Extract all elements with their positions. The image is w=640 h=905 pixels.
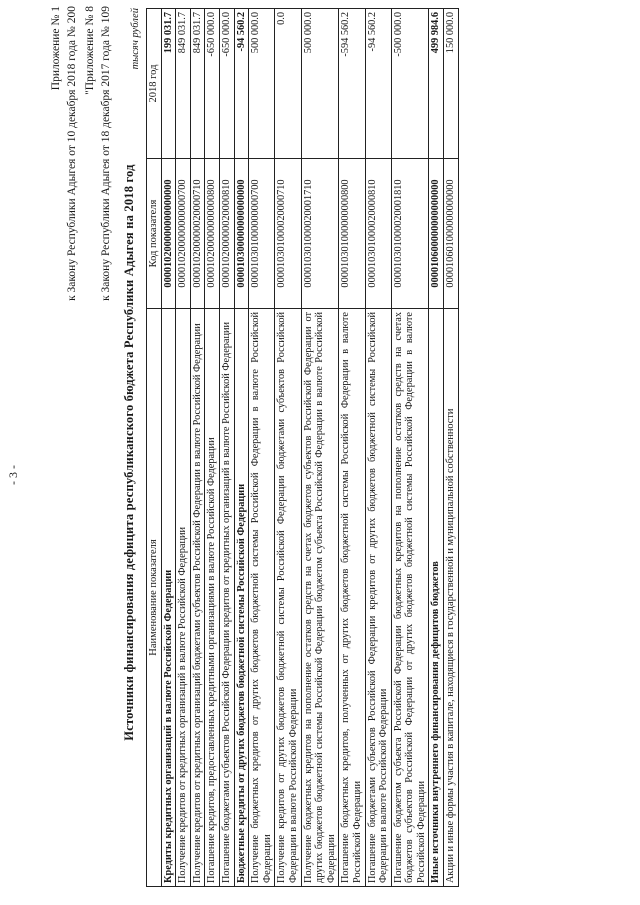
header-code: Код показателя (147, 159, 162, 309)
row-value: 199 031.7 (161, 9, 176, 159)
row-name: Погашение бюджетных кредитов, полученных от других бюджетов бюджетной системы Российской Федерации в валюте Российской Федерации (339, 309, 365, 887)
table-row (176, 9, 191, 887)
table-row (161, 9, 176, 887)
row-value: -500 000.0 (391, 9, 429, 159)
header-name: Наименование показателя (147, 309, 162, 887)
row-name: Погашение бюджетом субъекта Российской Федерации бюджетных кредитов на пополнение остатков средств на счетах бюджетов субъектов Российской Федерации от других бюджетов бюджетной системы Российской Федерации в валюте Российской Федерации (391, 309, 429, 887)
document-title: Источники финансирования дефицита республиканского бюджета Республики Адыгея на 2018 год (122, 164, 136, 741)
table-row (391, 9, 429, 887)
row-code: 000010301000020000810 (365, 159, 391, 309)
appendix-line-2: к Закону Республики Адыгея от 10 декабря 2018 года № 200 (66, 6, 78, 301)
row-code: 000010200000000000800 (205, 159, 220, 309)
row-name: Бюджетные кредиты от других бюджетов бюджетной системы Российской Федерации (234, 309, 249, 887)
row-code: 000010301000000000800 (339, 159, 365, 309)
row-code: 000010301000000000700 (249, 159, 275, 309)
table-row (275, 9, 301, 887)
row-code: 000010301000020000710 (275, 159, 301, 309)
row-code: 000010301000020001710 (301, 159, 339, 309)
table-row (205, 9, 220, 887)
row-code: 000010200000020000810 (219, 159, 234, 309)
row-name: Погашение бюджетами субъектов Российской Федерации кредитов от других бюджетов бюджетной системы Российской Федерации в валюте Российской Федерации (365, 309, 391, 887)
row-code: 000010301000020001810 (391, 159, 429, 309)
row-code: 000010601000000000000 (444, 159, 459, 309)
appendix-line-4: к Закону Республики Адыгея от 18 декабря 2017 года № 109 (100, 6, 112, 301)
header-year: 2018 год (147, 9, 162, 159)
row-code: 000010200000020000710 (190, 159, 205, 309)
row-name: Получение кредитов от других бюджетов бюджетной системы Российской Федерации бюджетами субъектов Российской Федерации в валюте Российской Федерации (275, 309, 301, 887)
row-name: Погашение кредитов, предоставленных кредитными организациями в валюте Российской Федерации (205, 309, 220, 887)
row-value: -650 000.0 (205, 9, 220, 159)
table-body (161, 9, 458, 887)
table-row (444, 9, 459, 887)
units-label: тысяч рублей (130, 8, 141, 70)
row-value: -650 000.0 (219, 9, 234, 159)
table-row (249, 9, 275, 887)
row-value: 499 984.6 (429, 9, 444, 159)
row-value: -594 560.2 (339, 9, 365, 159)
financing-table (146, 8, 459, 887)
row-code: 000010200000000000700 (176, 159, 191, 309)
table-row (219, 9, 234, 887)
table-row (301, 9, 339, 887)
table-header-row (147, 9, 162, 887)
table-row (429, 9, 444, 887)
table-row (234, 9, 249, 887)
row-value: 500 000.0 (249, 9, 275, 159)
row-name: Акции и иные формы участия в капитале, находящиеся в государственной и муниципальной собственности (444, 309, 459, 887)
row-name: Получение бюджетных кредитов на пополнение остатков средств на счетах бюджетов субъектов Российской Федерации от других бюджетов бюджетной системы Российской Федерации бюджетом субъекта Российской Федерации в валюте Российской Федерации (301, 309, 339, 887)
row-value: -94 560.2 (234, 9, 249, 159)
row-value: 0.0 (275, 9, 301, 159)
row-value: 500 000.0 (301, 9, 339, 159)
page-number: - 3 - (6, 465, 20, 485)
appendix-line-1: Приложение № 1 (50, 6, 62, 91)
row-name: Получение кредитов от кредитных организаций бюджетами субъектов Российской Федерации в валюте Российской Федерации (190, 309, 205, 887)
table-row (365, 9, 391, 887)
table-row (339, 9, 365, 887)
row-name: Погашение бюджетами субъектов Российской Федерации кредитов от кредитных организаций в валюте Российской Федерации (219, 309, 234, 887)
appendix-line-3: "Приложение № 8 (84, 6, 96, 95)
row-name: Кредиты кредитных организаций в валюте Российской Федерации (161, 309, 176, 887)
row-value: -94 560.2 (365, 9, 391, 159)
row-value: 849 031.7 (176, 9, 191, 159)
row-code: 000010200000000000000 (161, 159, 176, 309)
row-name: Иные источники внутреннего финансирования дефицитов бюджетов (429, 309, 444, 887)
row-name: Получение бюджетных кредитов от других бюджетов бюджетной системы Российской Федерации в валюте Российской Федерации (249, 309, 275, 887)
row-name: Получение кредитов от кредитных организаций в валюте Российской Федерации (176, 309, 191, 887)
row-value: 150 000.0 (444, 9, 459, 159)
row-code: 000010600000000000000 (429, 159, 444, 309)
table-row (190, 9, 205, 887)
row-value: 849 031.7 (190, 9, 205, 159)
row-code: 000010300000000000000 (234, 159, 249, 309)
